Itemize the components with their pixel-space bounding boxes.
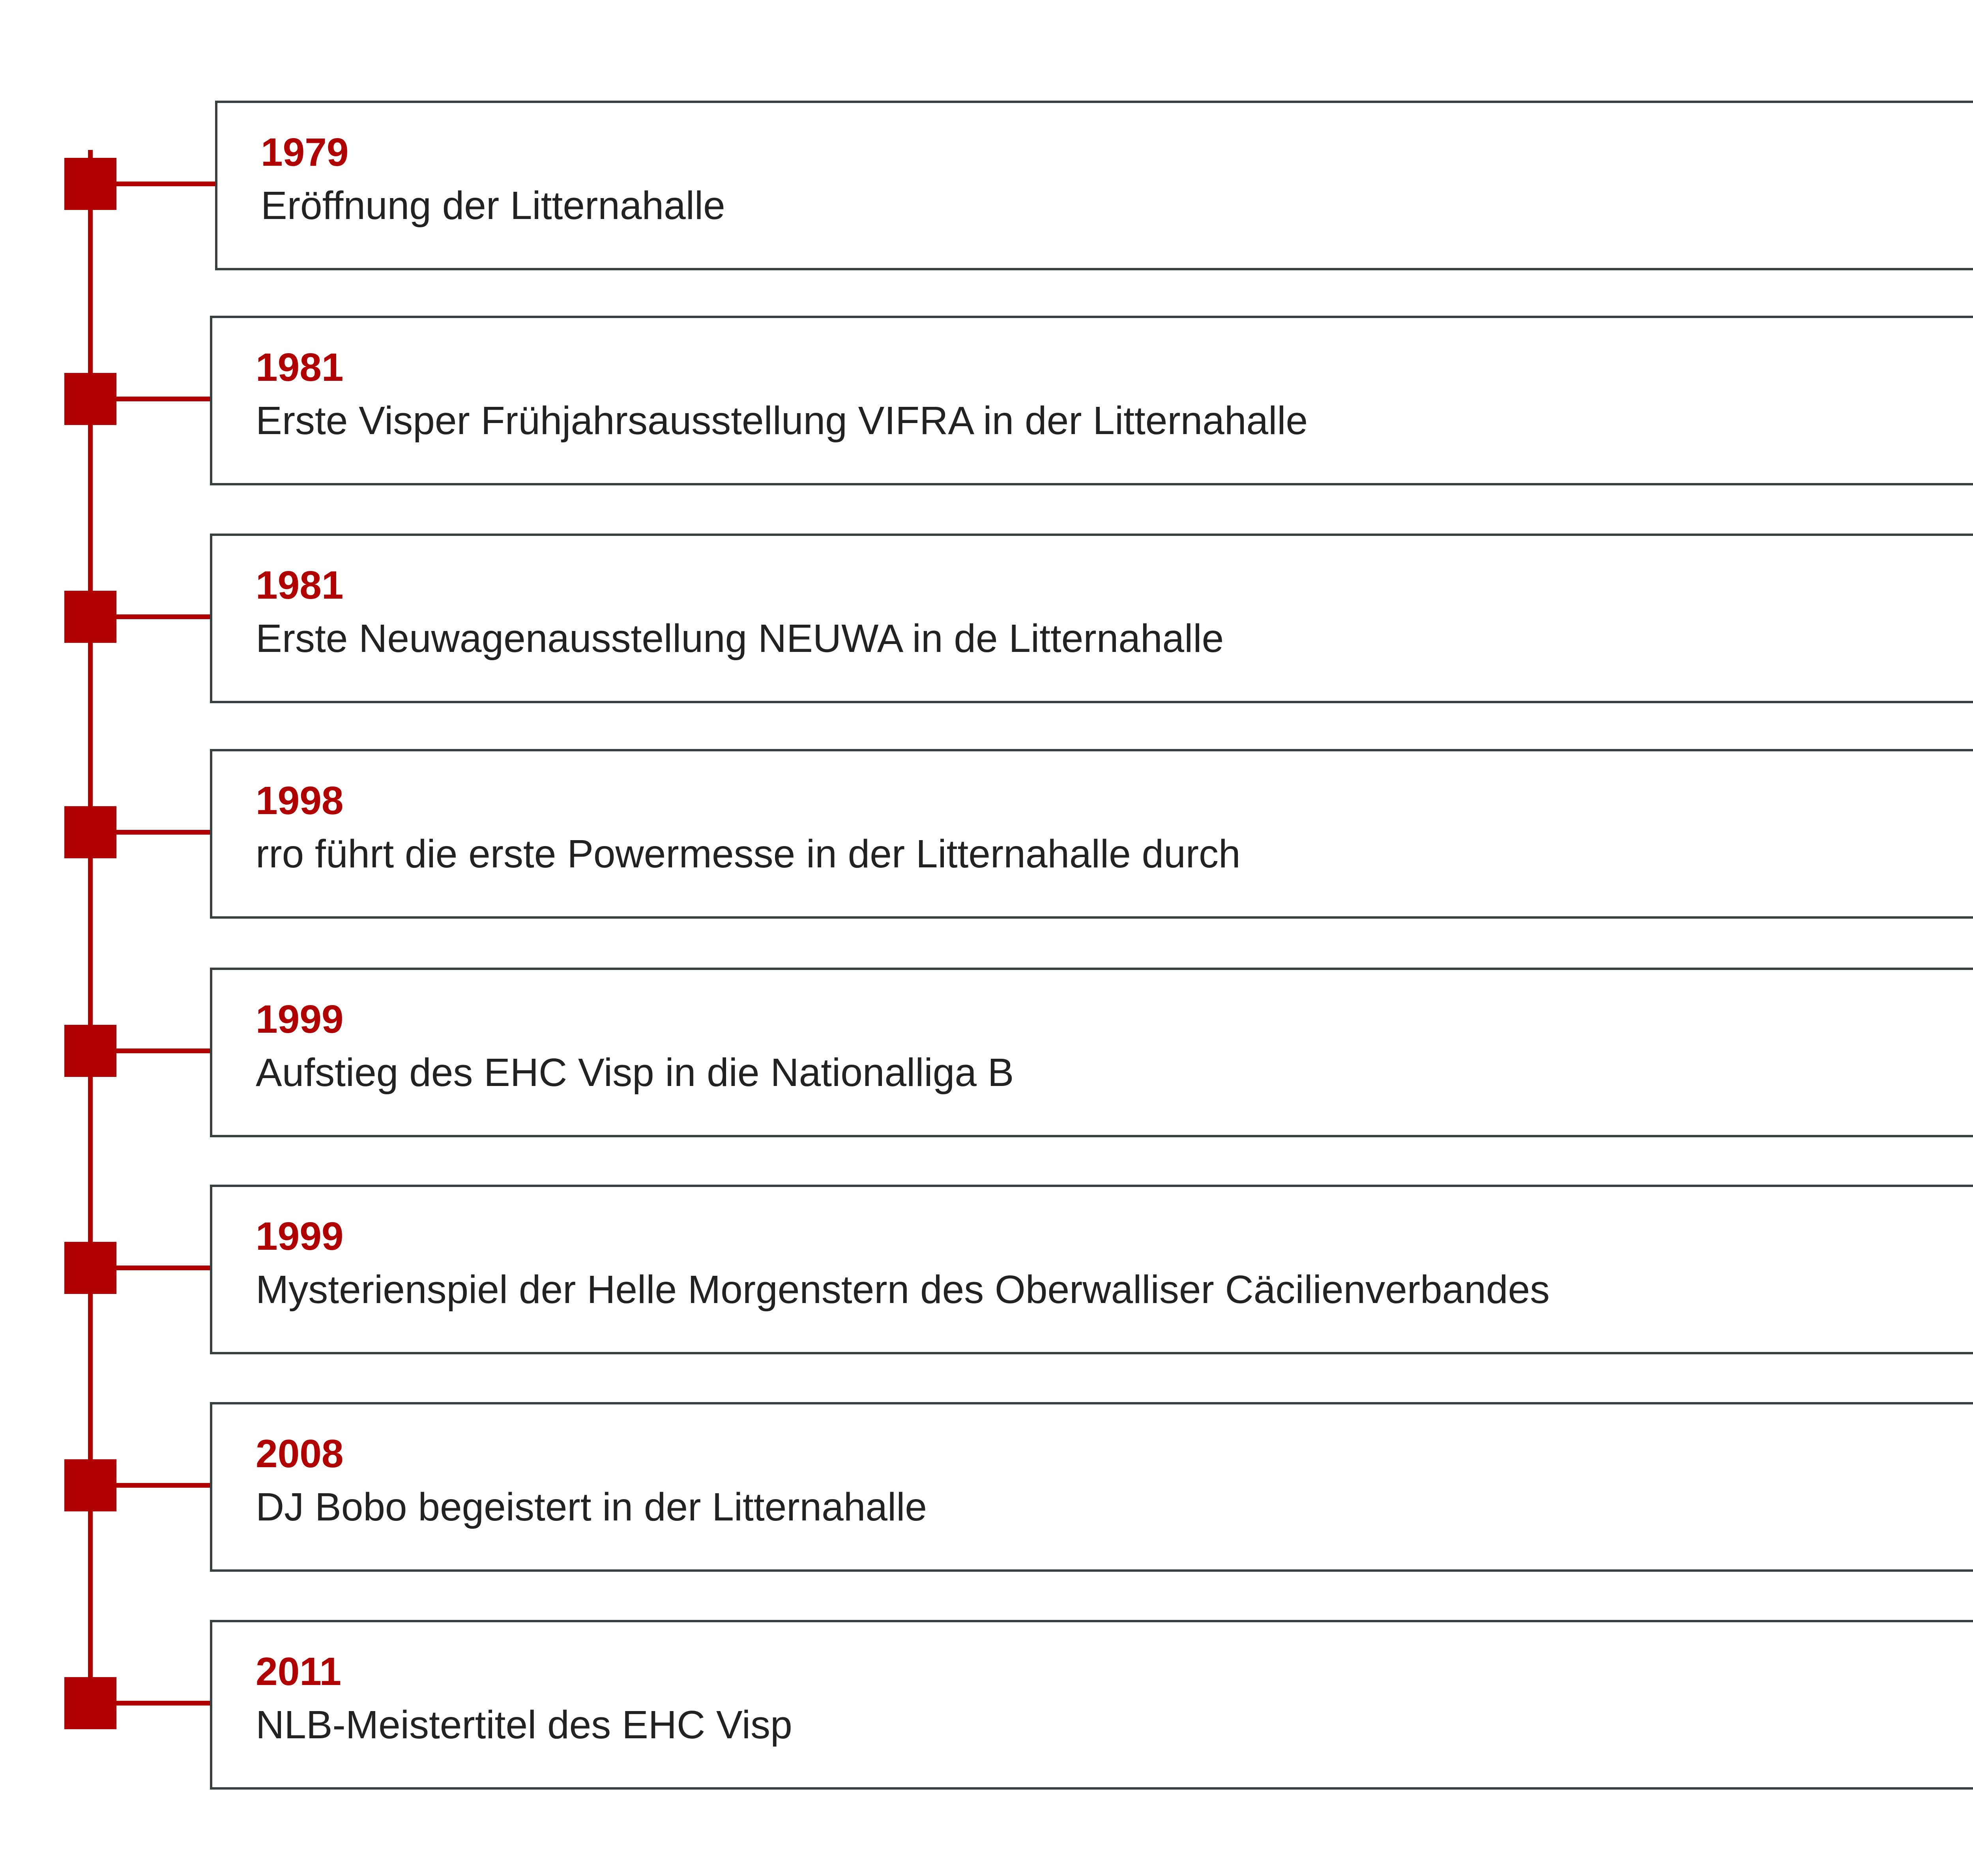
event-year: 2008 [256,1432,344,1476]
timeline-connector [116,614,210,619]
timeline-event [0,749,1973,919]
event-year: 2011 [256,1649,341,1694]
event-description: Aufstieg des EHC Visp in die Nationalliga B [256,1050,1014,1095]
timeline-connector [116,182,215,186]
timeline-marker [64,1025,116,1077]
timeline-connector [116,1266,210,1270]
event-card [215,101,1973,270]
event-year: 1979 [261,130,349,174]
event-description: Mysterienspiel der Helle Morgenstern des Oberwalliser Cäcilienverbandes [256,1268,1550,1312]
event-description: NLB-Meistertitel des EHC Visp [256,1703,792,1747]
event-card [210,968,1973,1137]
timeline-event [0,1620,1973,1790]
event-card [210,316,1973,485]
timeline-connector [116,830,210,835]
event-year: 1998 [256,779,344,823]
event-card [210,1402,1973,1572]
timeline-marker [64,1459,116,1511]
timeline-event [0,1402,1973,1572]
timeline-event [0,1185,1973,1354]
timeline-marker [64,158,116,210]
event-description: DJ Bobo begeistert in der Litternahalle [256,1485,927,1529]
event-card [210,1620,1973,1790]
timeline-event [0,316,1973,485]
event-description: Erste Visper Frühjahrsausstellung VIFRA in der Litternahalle [256,399,1308,443]
event-year: 1999 [256,1214,344,1258]
event-year: 1981 [256,563,344,607]
timeline-connector [116,1048,210,1053]
timeline-connector [116,397,210,401]
timeline-connector [116,1483,210,1488]
event-card [210,534,1973,703]
timeline-marker [64,806,116,858]
event-year: 1999 [256,997,344,1041]
timeline-marker [64,373,116,425]
event-year: 1981 [256,345,344,389]
timeline-marker [64,1677,116,1729]
timeline-event [0,101,1973,270]
event-description: Eröffnung der Litternahalle [261,183,725,228]
event-description: Erste Neuwagenausstellung NEUWA in de Litternahalle [256,616,1224,661]
event-card [210,749,1973,919]
timeline-event [0,534,1973,703]
timeline-connector [116,1701,210,1706]
timeline-marker [64,591,116,643]
timeline-marker [64,1242,116,1294]
event-description: rro führt die erste Powermesse in der Litternahalle durch [256,832,1241,876]
event-card [210,1185,1973,1354]
timeline-event [0,968,1973,1137]
